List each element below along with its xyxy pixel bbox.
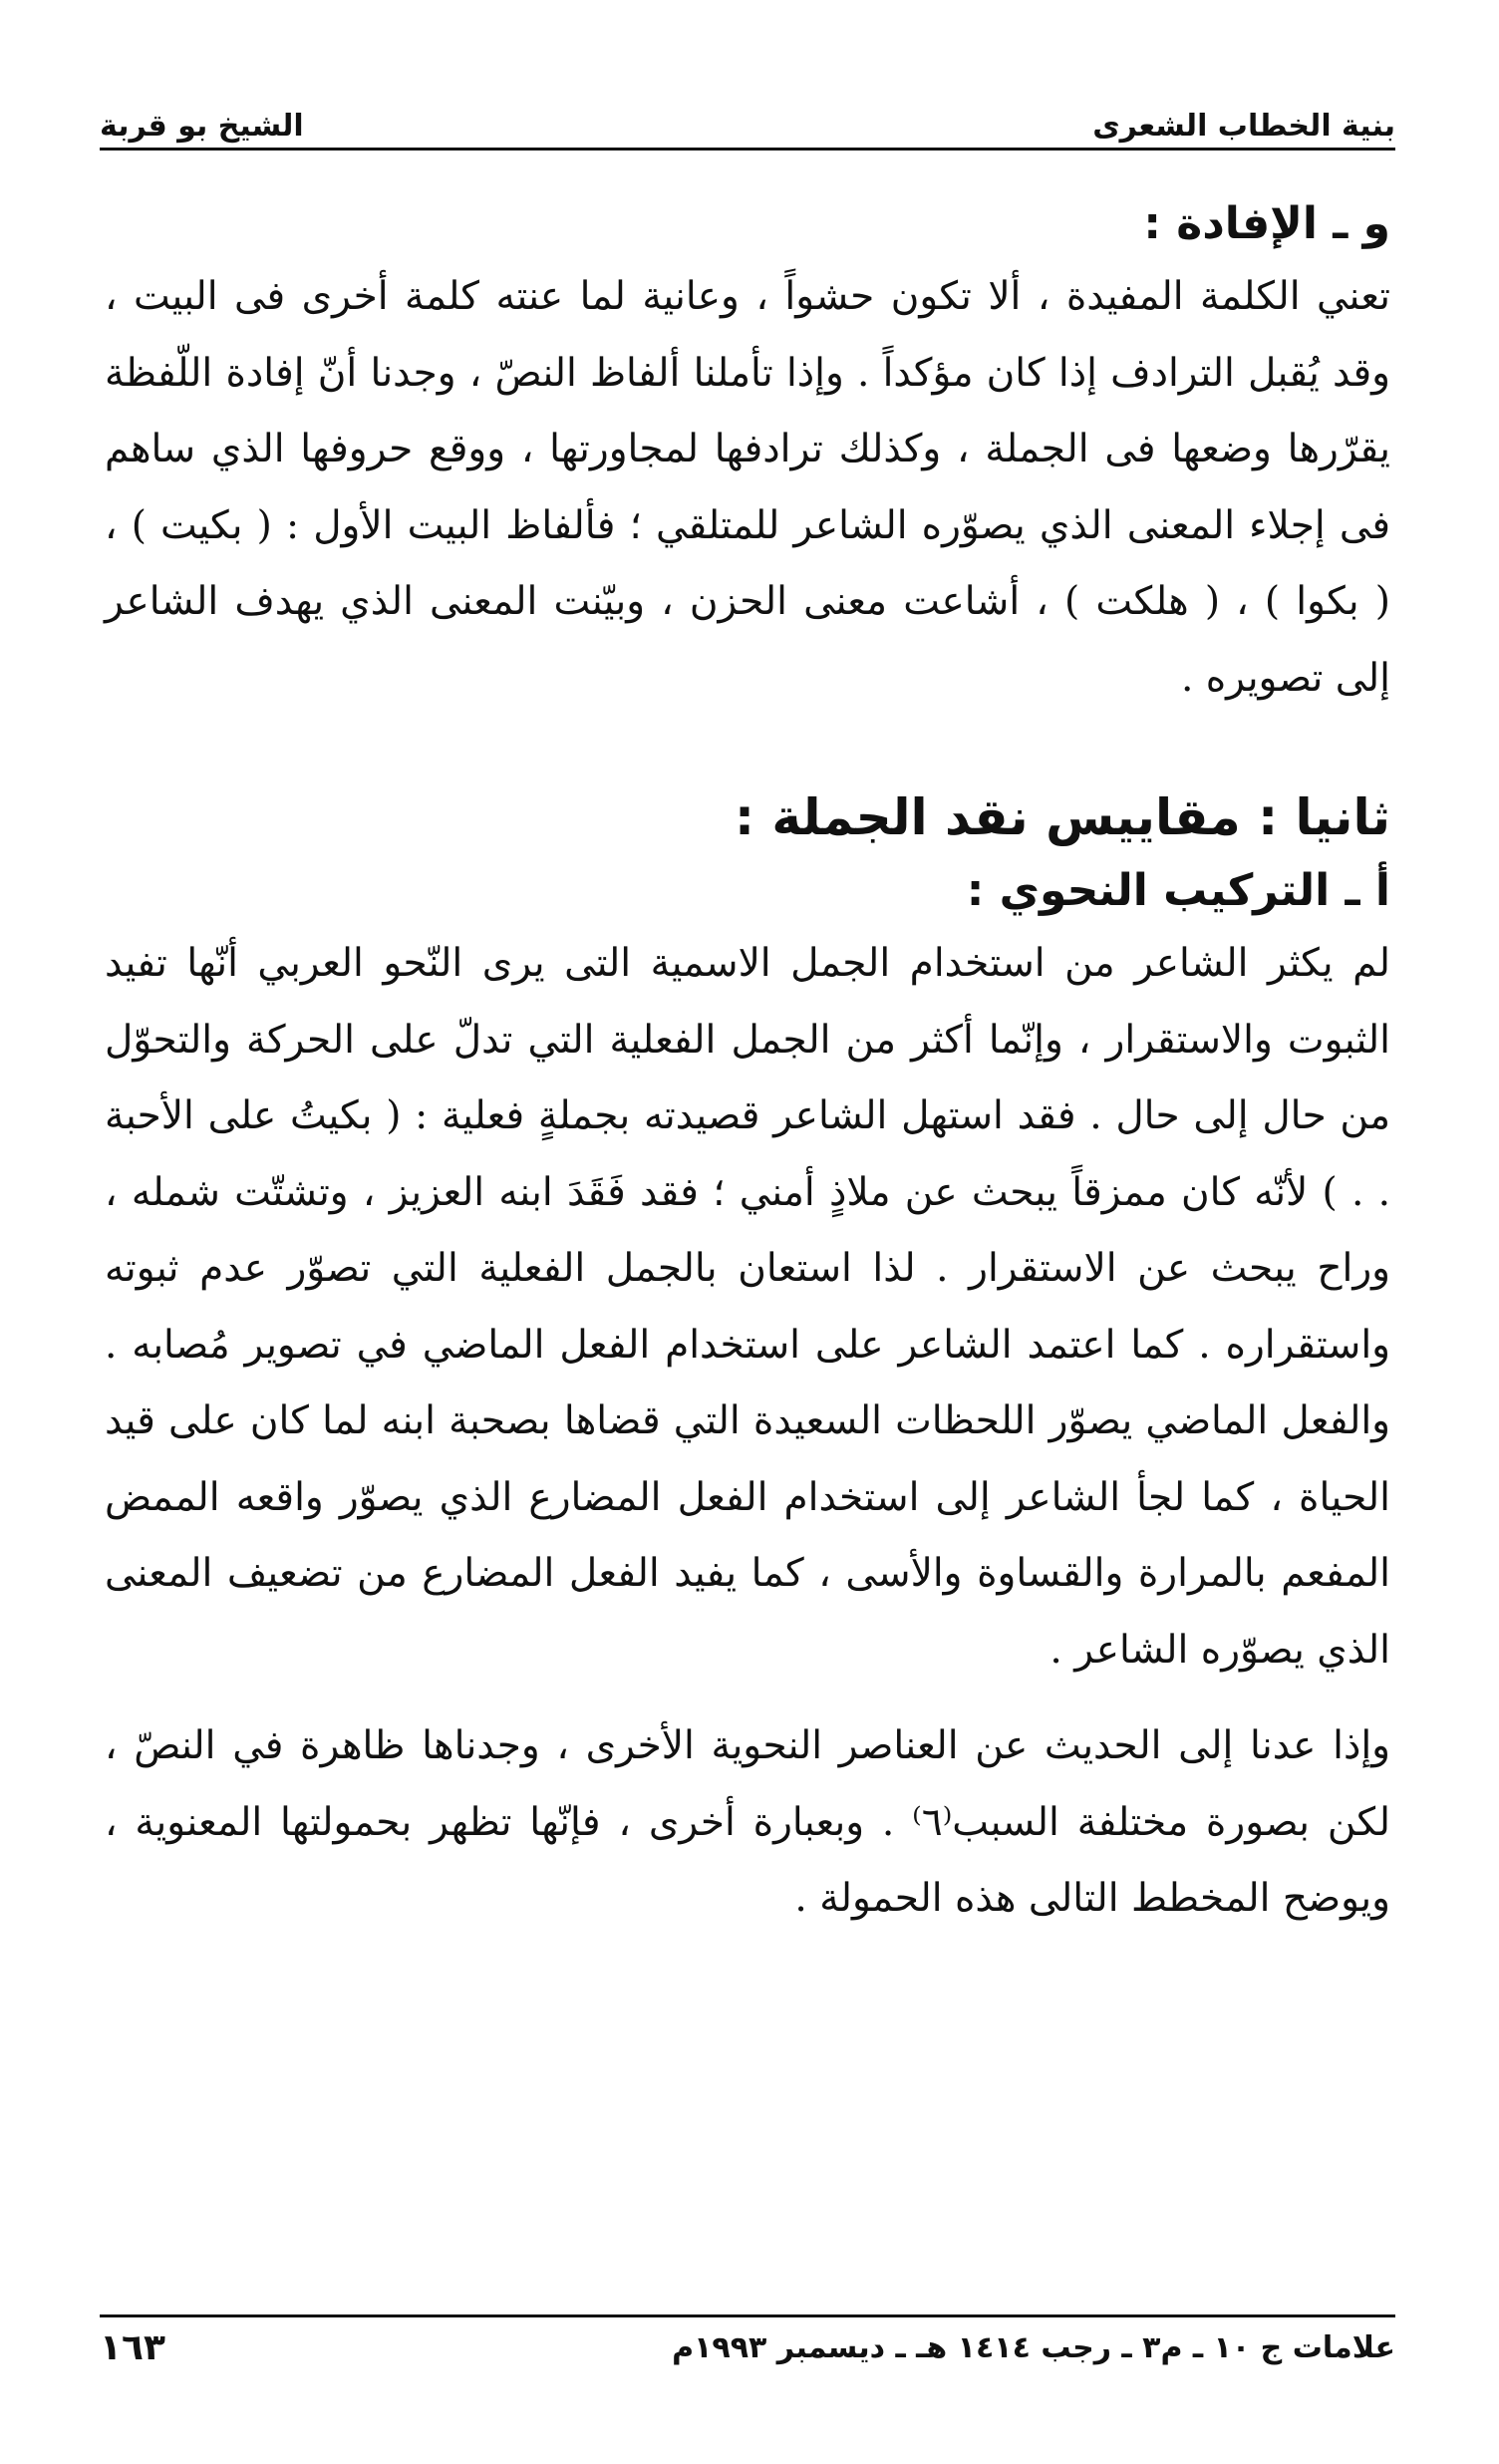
page-number: ١٦٣ xyxy=(100,2326,165,2368)
journal-info: علامات ج ١٠ ـ م٣ ـ رجب ١٤١٤ هـ ـ ديسمبر ١٩٩٣م xyxy=(672,2329,1395,2365)
section-heading-ifada: و ـ الإفادة : xyxy=(1143,198,1390,249)
running-header xyxy=(100,88,1395,144)
header-rule xyxy=(100,148,1395,151)
paragraph-grammatical-elements: وإذا عدنا إلى الحديث عن العناصر النحوية الأخرى ، وجدناها ظاهرة في النصّ ، لكن بصورة مختلفة السبب⁽٦⁾ . وبعبارة أخرى ، فإنّها تظهر بحمولتها المعنوية ، ويوضح المخطط التالى هذه الحمولة . xyxy=(105,1723,1390,1921)
paragraph-syntax: لم يكثر الشاعر من استخدام الجمل الاسمية التى يرى النّحو العربي أنّها تفيد الثبوت والاستقرار ، وإنّما أكثر من الجمل الفعلية التي تدلّ على الحركة والتحوّل من حال إلى حال . فقد استهل الشاعر قصيدته بجملةٍ فعلية : ( بكيتُ على الأحبة . . ) لأنّه كان ممزقاً يبحث عن ملاذٍ أمني ؛ فقد فَقَدَ ابنه العزيز ، وتشتّت شمله ، وراح يبحث عن الاستقرار . لذا استعان بالجمل الفعلية التي تصوّر عدم ثبوته واستقراره . كما اعتمد الشاعر على استخدام الفعل الماضي في تصوير مُصابه . والفعل الماضي يصوّر اللحظات السعيدة التي قضاها بصحبة ابنه لما كان على قيد الحياة ، كما لجأ الشاعر إلى استخدام الفعل المضارع الذي يصوّر واقعه الممض المفعم بالمرارة والقساوة والأسى ، كما يفيد الفعل المضارع من تضعيف المعنى الذي يصوّره الشاعر . xyxy=(105,941,1390,1673)
page-body xyxy=(105,189,1390,1938)
subsection-heading-syntax: أ ـ التركيب النحوي : xyxy=(966,865,1390,916)
section-heading-sentence-criteria: ثانيا : مقاييس نقد الجملة : xyxy=(735,788,1390,846)
running-footer xyxy=(100,2322,1395,2372)
footer-rule xyxy=(100,2314,1395,2317)
paragraph-ifada: تعني الكلمة المفيدة ، ألا تكون حشواً ، وعانية لما عنته كلمة أخرى فى البيت ، وقد يُقبل الترادف إذا كان مؤكداً . وإذا تأملنا ألفاظ النصّ ، وجدنا أنّ إفادة اللّفظة يقرّرها وضعها فى الجملة ، وكذلك ترادفها لمجاورتها ، ووقع حروفها الذي ساهم فى إجلاء المعنى الذي يصوّره الشاعر للمتلقي ؛ فألفاظ البيت الأول : ( بكيت ) ، ( بكوا ) ، ( هلكت ) ، أشاعت معنى الحزن ، وبيّنت المعنى الذي يهدف الشاعر إلى تصويره . xyxy=(105,274,1390,701)
book-title: بنية الخطاب الشعرى xyxy=(1092,109,1395,144)
author-name: الشيخ بو قربة xyxy=(100,109,304,144)
